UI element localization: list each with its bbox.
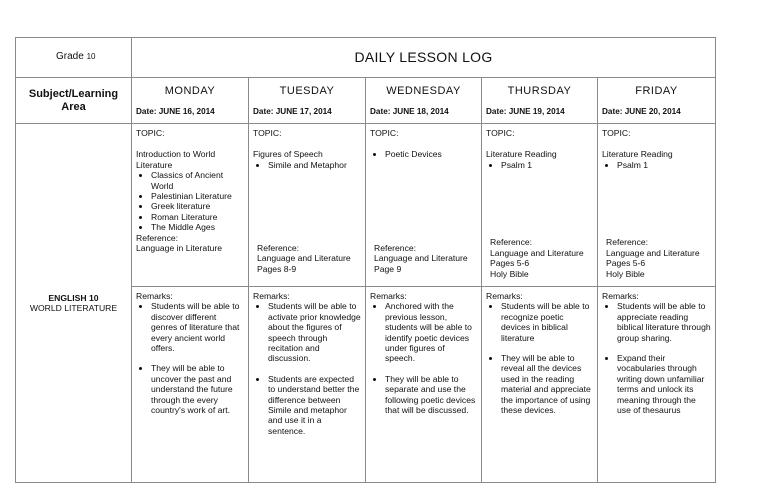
day-name: THURSDAY xyxy=(507,85,572,97)
list-item: • Roman Literature xyxy=(151,212,244,222)
list-item: • Classics of Ancient World xyxy=(151,170,244,191)
reference-label: Reference: xyxy=(374,242,417,253)
topic-title: Literature Reading xyxy=(602,149,673,160)
subject-header: Subject/Learning Area xyxy=(16,78,132,124)
topic-cell-friday xyxy=(598,124,716,287)
daily-lesson-log-table xyxy=(15,37,716,483)
reference-label: Reference: xyxy=(490,237,533,248)
list-item: • Psalm 1 xyxy=(501,160,593,170)
topic-label: TOPIC: xyxy=(602,128,631,138)
list-item: • They will be able to uncover the past and understand the future through the every country's work of art. xyxy=(151,363,244,415)
topic-title: Figures of Speech xyxy=(253,149,323,160)
remarks-label: Remarks: xyxy=(253,291,290,301)
reference-extra: Holy Bible xyxy=(490,268,529,279)
topic-cell-monday xyxy=(132,124,249,287)
topic-cell-thursday xyxy=(482,124,598,287)
remarks-label: Remarks: xyxy=(486,291,523,301)
day-name: FRIDAY xyxy=(635,85,678,97)
grade-value: 10 xyxy=(86,52,96,62)
remarks-cell-monday xyxy=(132,287,249,483)
list-item: • Palestinian Literature xyxy=(151,191,244,201)
reference-label: Reference: xyxy=(136,232,179,243)
list-item: • They will be able to separate and use the following poetic devices that will be discussed. xyxy=(385,374,477,416)
list-item: • Students are expected to understand better the difference between Simile and metaphor and use it in a sentence. xyxy=(268,374,361,436)
page-title: DAILY LESSON LOG xyxy=(132,38,716,78)
day-date: Date: JUNE 17, 2014 xyxy=(253,106,332,116)
day-header-wednesday xyxy=(366,78,482,124)
list-item: • Students will be able to appreciate reading biblical literature through group sharing. xyxy=(617,301,711,343)
day-date: Date: JUNE 16, 2014 xyxy=(136,106,215,116)
reference-text: Language and Literature xyxy=(490,247,584,258)
topic-list xyxy=(253,160,361,170)
reference-text: Language in Literature xyxy=(136,243,223,254)
list-item: • Psalm 1 xyxy=(617,160,711,170)
day-date: Date: JUNE 20, 2014 xyxy=(602,106,681,116)
list-item: • Students will be able to discover different genres of literature that every ancient world offers. xyxy=(151,301,244,353)
remarks-list xyxy=(486,301,593,415)
topic-title: Introduction to World Literature xyxy=(136,149,216,170)
reference-extra: Holy Bible xyxy=(606,268,645,279)
day-name: TUESDAY xyxy=(279,85,335,97)
subject-cell xyxy=(16,124,132,483)
topic-title: Literature Reading xyxy=(486,149,557,160)
topic-list xyxy=(602,160,711,170)
reference-text: Language and Literature xyxy=(606,247,700,258)
list-item: • Expand their vocabularies through writing down unfamiliar terms and unlock its meaning through the use of thesaurus xyxy=(617,353,711,415)
reference-pages: Pages 5-6 xyxy=(606,258,646,269)
grade-cell xyxy=(16,38,132,78)
reference-text: Language and Literature xyxy=(374,253,468,264)
day-header-friday xyxy=(598,78,716,124)
remarks-list xyxy=(602,301,711,415)
remarks-cell-wednesday xyxy=(366,287,482,483)
topic-list xyxy=(136,170,244,232)
list-item: • Students will be able to activate prior knowledge about the figures of speech through recitation and discussion. xyxy=(268,301,361,363)
day-date: Date: JUNE 18, 2014 xyxy=(370,106,449,116)
subject-area: WORLD LITERATURE xyxy=(29,303,118,313)
reference-pages: Page 9 xyxy=(374,263,402,274)
topic-cell-tuesday xyxy=(249,124,366,287)
reference-text: Language and Literature xyxy=(257,253,351,264)
subject-course: ENGLISH 10 xyxy=(48,292,99,303)
day-date: Date: JUNE 19, 2014 xyxy=(486,106,565,116)
remarks-list xyxy=(136,301,244,415)
topic-label: TOPIC: xyxy=(136,128,165,138)
remarks-label: Remarks: xyxy=(602,291,639,301)
remarks-cell-friday xyxy=(598,287,716,483)
remarks-cell-tuesday xyxy=(249,287,366,483)
list-item: • Students will be able to recognize poetic devices in biblical literature xyxy=(501,301,593,343)
remarks-label: Remarks: xyxy=(136,291,173,301)
day-header-monday xyxy=(132,78,249,124)
topic-label: TOPIC: xyxy=(253,128,282,138)
day-name: WEDNESDAY xyxy=(386,85,461,97)
remarks-list xyxy=(253,301,361,436)
day-name: MONDAY xyxy=(164,85,216,97)
list-item: • They will be able to reveal all the devices used in the reading material and appreciate the importance of using these devices. xyxy=(501,353,593,415)
remarks-list xyxy=(370,301,477,415)
list-item: • Simile and Metaphor xyxy=(268,160,361,170)
list-item: • The Middle Ages xyxy=(151,222,244,232)
remarks-label: Remarks: xyxy=(370,291,407,301)
grade-label: Grade xyxy=(56,51,84,63)
day-header-tuesday xyxy=(249,78,366,124)
topic-label: TOPIC: xyxy=(370,128,399,138)
day-header-thursday xyxy=(482,78,598,124)
topic-label: TOPIC: xyxy=(486,128,515,138)
list-item: • Anchored with the previous lesson, students will be able to identify poetic devices under figures of speech. xyxy=(385,301,477,363)
reference-pages: Pages 8-9 xyxy=(257,263,297,274)
reference-label: Reference: xyxy=(606,237,649,248)
remarks-cell-thursday xyxy=(482,287,598,483)
topic-cell-wednesday xyxy=(366,124,482,287)
reference-pages: Pages 5-6 xyxy=(490,258,530,269)
reference-label: Reference: xyxy=(257,242,300,253)
topic-list xyxy=(370,149,477,159)
list-item: • Greek literature xyxy=(151,201,244,211)
topic-list xyxy=(486,160,593,170)
list-item: • Poetic Devices xyxy=(385,149,477,159)
